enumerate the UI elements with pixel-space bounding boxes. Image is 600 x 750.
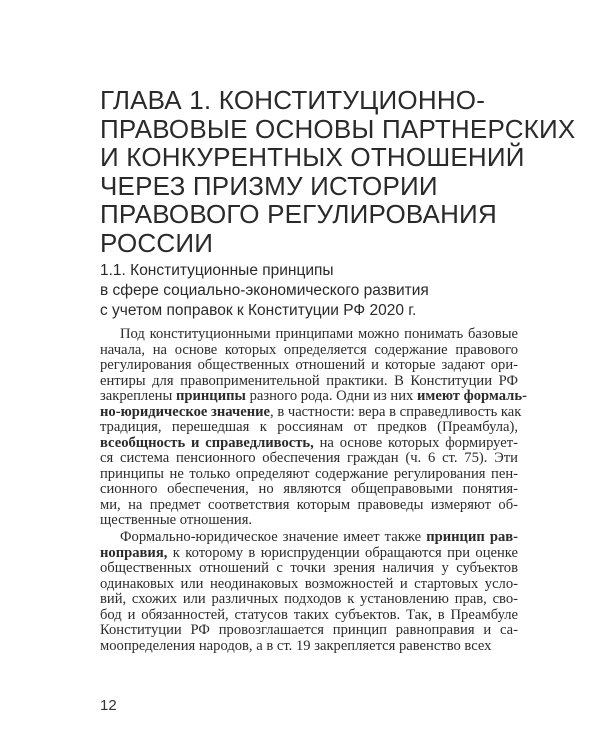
bold-text: имеют формаль-	[417, 388, 527, 404]
bold-text: но-юридическое значение	[100, 403, 271, 420]
chapter-title-line: ПРАВОВЫЕ ОСНОВЫ ПАРТНЕРСКИХ	[100, 113, 576, 144]
text-segment: общественных отношений с точки зрения наличия у субъектов	[100, 560, 518, 576]
text-segment: одинаковых или неодинаковых возможностей и стартовых усло-	[100, 575, 518, 592]
text-segment: принципы не только определяют содержание регулирования пен-	[100, 465, 518, 482]
text-segment: , в частности: вера в справедливость как	[270, 403, 522, 420]
section-title	[100, 261, 520, 321]
paragraph-line	[100, 343, 518, 359]
paragraph-line	[100, 403, 522, 421]
text-segment: бод и обязанностей, статусов таких субъектов. Так, в Преамбуле	[100, 606, 518, 623]
paragraph-line	[100, 513, 518, 529]
text-segment: Формально-юридическое значение имеет также	[120, 529, 427, 545]
text-segment: щественные отношения.	[100, 512, 253, 528]
chapter-title-line: ГЛАВА 1. КОНСТИТУЦИОННО-	[100, 85, 486, 115]
text-segment: Конституции РФ провозглашается принцип равноправия и са-	[100, 622, 518, 638]
chapter-title-line: ПРАВОВОГО РЕГУЛИРОВАНИЯ	[100, 199, 497, 229]
chapter-title-line: РОССИИ	[100, 227, 214, 258]
bold-text: всеобщность и справедливость,	[100, 434, 314, 451]
paragraph-line	[100, 561, 518, 577]
bold-text: принцип рав-	[426, 529, 518, 545]
chapter-title-line: ЧЕРЕЗ ПРИЗМУ ИСТОРИИ	[100, 170, 438, 201]
page-number: 12	[100, 697, 117, 714]
paragraph-line	[100, 639, 518, 655]
text-segment: Под конституционными принципами можно понимать базовые	[120, 326, 518, 342]
section-title-line: 1.1. Конституционные принципы	[100, 262, 334, 279]
text-segment: моопределения народов, а в ст. 19 закрепляется равенство всех	[100, 637, 492, 654]
paragraph-line	[100, 374, 518, 390]
paragraph-line	[100, 467, 518, 483]
paragraph-line	[100, 436, 518, 452]
paragraph-line	[100, 498, 518, 514]
text-segment: к которому в юриспруденции обращаются при оценке	[167, 544, 518, 561]
paragraph-line	[100, 608, 518, 624]
section-title-line: с учетом поправок к Конституции РФ 2020 г.	[100, 302, 417, 319]
text-segment: ми, на предмет соответствия которым правоведы измеряют об-	[100, 496, 518, 513]
text-segment: ентиры для правоприменительной практики. В Конституции РФ	[100, 372, 518, 389]
text-segment: вий, схожих или различных подходов к установлению прав, сво-	[100, 591, 518, 607]
text-segment: традиция, перешедшая к россиянам от предков (Преамбула),	[100, 419, 518, 435]
text-segment: начала, на основе которых определяется содержание правового	[100, 341, 518, 358]
text-segment: регулирования общественных отношений и которые задают ори-	[100, 357, 518, 373]
paragraph-line	[100, 388, 527, 405]
section-title-line: в сфере социально-экономического развития	[100, 282, 429, 299]
bold-text: принципы	[175, 388, 246, 404]
paragraph-line	[100, 577, 518, 593]
paragraph-line	[100, 451, 518, 467]
text-segment: закреплены	[100, 388, 176, 404]
chapter-title	[100, 85, 576, 258]
text-segment: разного рода. Одни из них	[245, 388, 417, 404]
bold-text: ноправия,	[100, 544, 168, 561]
paragraph-line	[100, 358, 518, 374]
body-text	[100, 326, 527, 654]
paragraph-line	[100, 327, 518, 343]
paragraph-line	[100, 482, 518, 498]
paragraph-line	[100, 623, 518, 639]
chapter-title-line: И КОНКУРЕНТНЫХ ОТНОШЕНИЙ	[100, 142, 525, 172]
text-segment: на основе которых формирует-	[313, 434, 518, 451]
paragraph-line	[100, 420, 518, 436]
text-segment: ся система пенсионного обеспечения граждан (ч. 6 ст. 75). Эти	[100, 450, 518, 466]
paragraph-line	[100, 592, 518, 608]
paragraph-line	[100, 546, 518, 562]
text-segment: сионного обеспечения, но являются общеправовыми понятия-	[100, 481, 518, 497]
paragraph-line	[100, 530, 518, 546]
